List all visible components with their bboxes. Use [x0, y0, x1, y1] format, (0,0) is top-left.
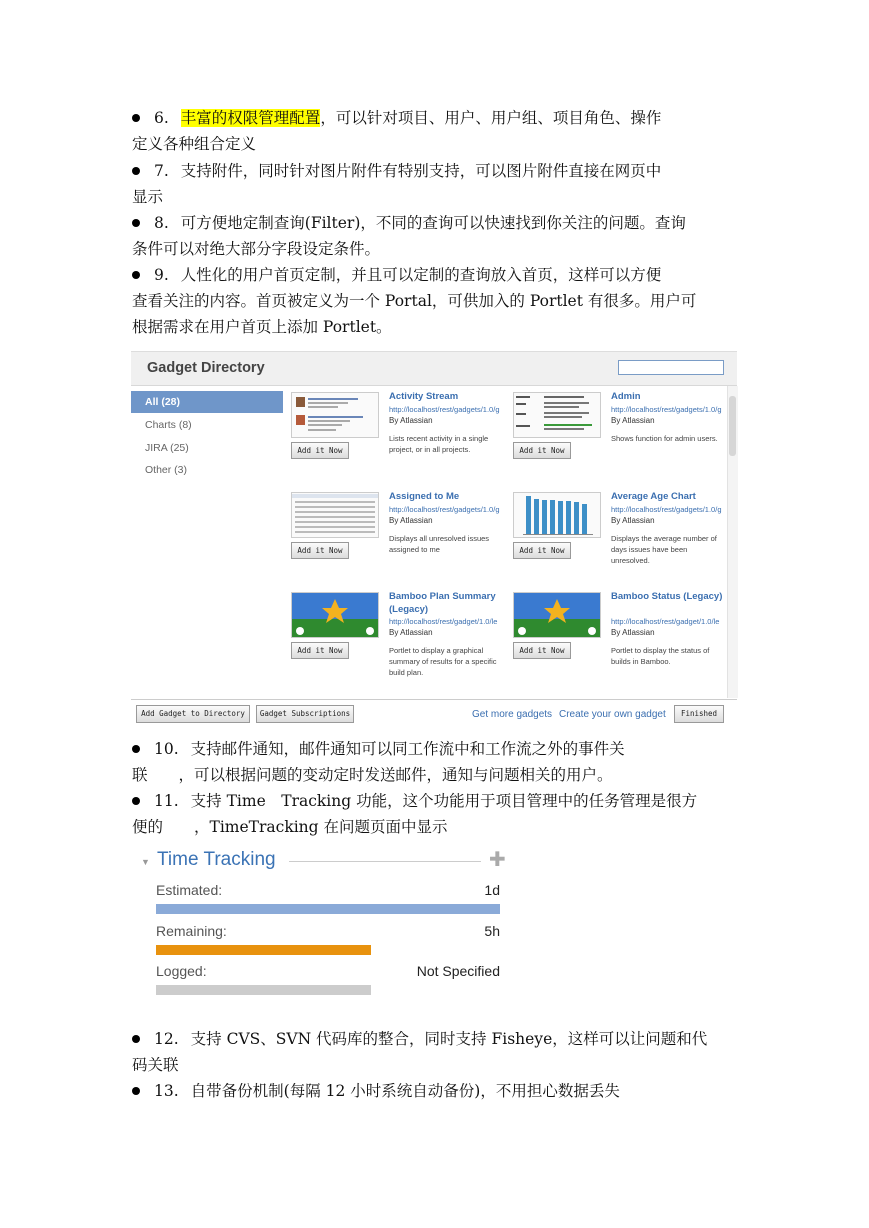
add-it-now-button[interactable]: Add it Now: [291, 542, 349, 559]
gadget-directory-header: [131, 352, 737, 386]
add-it-now-button[interactable]: Add it Now: [291, 642, 349, 659]
gadget-description: Displays the average number of days issues have been unresolved.: [611, 534, 717, 565]
bullet-icon: [132, 114, 140, 122]
item-10: 10. 支持邮件通知，邮件通知可以同工作流中和工作流之外的事件关 联 ，可以根据问题的变动定时发送邮件，通知与问题相关的用户。: [132, 740, 625, 784]
gadget-name[interactable]: Admin: [611, 391, 641, 402]
bamboo-logo-icon: [292, 593, 378, 637]
gadget-tile: [505, 588, 727, 688]
gadget-directory: [131, 351, 737, 730]
gadget-search-input[interactable]: [618, 360, 724, 375]
gadget-author: By Atlassian: [389, 628, 433, 637]
gadget-url[interactable]: http://localhost/rest/gadgets/1.0/g: [611, 505, 722, 514]
category-jira[interactable]: JIRA (25): [145, 442, 189, 454]
finished-button[interactable]: Finished: [674, 705, 724, 723]
bullet-icon: [132, 219, 140, 227]
add-it-now-button[interactable]: Add it Now: [513, 542, 571, 559]
item-9: 9. 人性化的用户首页定制，并且可以定制的查询放入首页，这样可以方便 查看关注的内容。首页被定义为一个 Portal，可供加入的 Portlet 有很多。用户可 根据需求在用户首页上添加 Portlet。: [132, 266, 697, 336]
assigned-to-me-preview-icon: [292, 493, 378, 537]
gadget-name[interactable]: Average Age Chart: [611, 491, 696, 502]
estimated-value: 1d: [484, 882, 500, 898]
gadget-author: By Atlassian: [611, 516, 655, 525]
gadget-directory-title: Gadget Directory: [147, 360, 265, 376]
gadget-url[interactable]: http://localhost/rest/gadget/1.0/le: [389, 617, 498, 626]
gadget-tile: [283, 588, 505, 688]
bullet-icon: [132, 797, 140, 805]
gadget-list-scrollbar[interactable]: [727, 386, 738, 698]
remaining-bar: [156, 945, 371, 955]
gadget-description: Portlet to display a graphical summary of results for a specific build plan.: [389, 646, 497, 677]
scrollbar-thumb[interactable]: [729, 396, 736, 456]
remaining-label: Remaining:: [156, 923, 227, 939]
gadget-author: By Atlassian: [389, 516, 433, 525]
gadget-url[interactable]: http://localhost/rest/gadgets/1.0/g: [389, 405, 500, 414]
divider: [289, 861, 481, 862]
time-tracking-panel: [141, 849, 511, 999]
bamboo-logo-icon: [514, 593, 600, 637]
gadget-thumbnail: [513, 392, 601, 438]
gadget-thumbnail: [291, 492, 379, 538]
category-charts[interactable]: Charts (8): [145, 419, 192, 431]
activity-stream-preview-icon: [292, 393, 378, 437]
gadget-url[interactable]: http://localhost/rest/gadget/1.0/le: [611, 617, 720, 626]
category-all[interactable]: All (28): [131, 391, 283, 413]
add-icon[interactable]: ✚: [489, 849, 506, 871]
gadget-thumbnail: [513, 492, 601, 538]
item-12: 12. 支持 CVS、SVN 代码库的整合，同时支持 Fisheye，这样可以让问题和代 码关联: [132, 1030, 708, 1074]
category-other[interactable]: Other (3): [145, 464, 188, 476]
item-13: 13. 自带备份机制(每隔 12 小时系统自动备份)，不用担心数据丢失: [132, 1078, 742, 1104]
gadget-tile: [283, 488, 505, 588]
bullet-icon: [132, 1035, 140, 1043]
gadget-name[interactable]: Assigned to Me: [389, 491, 460, 502]
highlighted-text: 丰富的权限管理配置: [180, 109, 321, 127]
category-sidebar: [131, 386, 283, 698]
gadget-thumbnail: [513, 592, 601, 638]
get-more-gadgets-link[interactable]: Get more gadgets: [472, 709, 553, 720]
gadget-name[interactable]: Bamboo Status (Legacy): [611, 591, 723, 602]
gadget-directory-footer: [131, 699, 737, 730]
logged-value: Not Specified: [416, 963, 500, 979]
time-tracking-title: Time Tracking: [157, 849, 276, 870]
bullet-icon: [132, 167, 140, 175]
admin-preview-icon: [514, 393, 600, 437]
gadget-tile: [505, 388, 727, 488]
item-6: 6. 丰富的权限管理配置，可以针对项目、用户、用户组、项目角色、操作 定义各种组合定义: [132, 109, 662, 153]
gadget-author: By Atlassian: [611, 628, 655, 637]
gadget-thumbnail: [291, 392, 379, 438]
item-7: 7. 支持附件，同时针对图片附件有特别支持，可以图片附件直接在网页中 显示: [132, 162, 662, 206]
remaining-value: 5h: [484, 923, 500, 939]
gadget-description: Portlet to display the status of builds in Bamboo.: [611, 646, 710, 666]
estimated-label: Estimated:: [156, 882, 223, 898]
gadget-author: By Atlassian: [389, 416, 433, 425]
create-own-gadget-link[interactable]: Create your own gadget: [559, 709, 666, 720]
gadget-name[interactable]: Activity Stream: [389, 391, 459, 402]
item-8: 8. 可方便地定制查询(Filter)，不同的查询可以快速找到你关注的问题。查询 条件可以对绝大部分字段设定条件。: [132, 214, 686, 258]
gadget-tile: [505, 488, 727, 588]
estimated-bar: [156, 904, 500, 914]
gadget-thumbnail: [291, 592, 379, 638]
gadget-description: Shows function for admin users.: [611, 434, 718, 443]
add-it-now-button[interactable]: Add it Now: [513, 442, 571, 459]
gadget-url[interactable]: http://localhost/rest/gadgets/1.0/g: [611, 405, 722, 414]
bullet-icon: [132, 271, 140, 279]
bullet-icon: [132, 1087, 140, 1095]
add-gadget-to-directory-button[interactable]: Add Gadget to Directory: [136, 705, 250, 723]
gadget-name[interactable]: Bamboo Plan Summary (Legacy): [389, 591, 496, 615]
gadget-tile: [283, 388, 505, 488]
bar-chart-preview-icon: [514, 493, 600, 537]
item-11: 11. 支持 Time Tracking 功能，这个功能用于项目管理中的任务管理是很方 便的 ，TimeTracking 在问题页面中显示: [132, 792, 698, 836]
gadget-author: By Atlassian: [611, 416, 655, 425]
bullet-icon: [132, 745, 140, 753]
gadget-subscriptions-button[interactable]: Gadget Subscriptions: [256, 705, 354, 723]
gadget-url[interactable]: http://localhost/rest/gadgets/1.0/g: [389, 505, 500, 514]
logged-bar: [156, 985, 371, 995]
add-it-now-button[interactable]: Add it Now: [513, 642, 571, 659]
collapse-arrow-icon[interactable]: ▼: [141, 857, 150, 867]
gadget-description: Displays all unresolved issues assigned to me: [389, 534, 490, 554]
add-it-now-button[interactable]: Add it Now: [291, 442, 349, 459]
logged-label: Logged:: [156, 963, 207, 979]
gadget-description: Lists recent activity in a single project, or in all projects.: [389, 434, 489, 454]
